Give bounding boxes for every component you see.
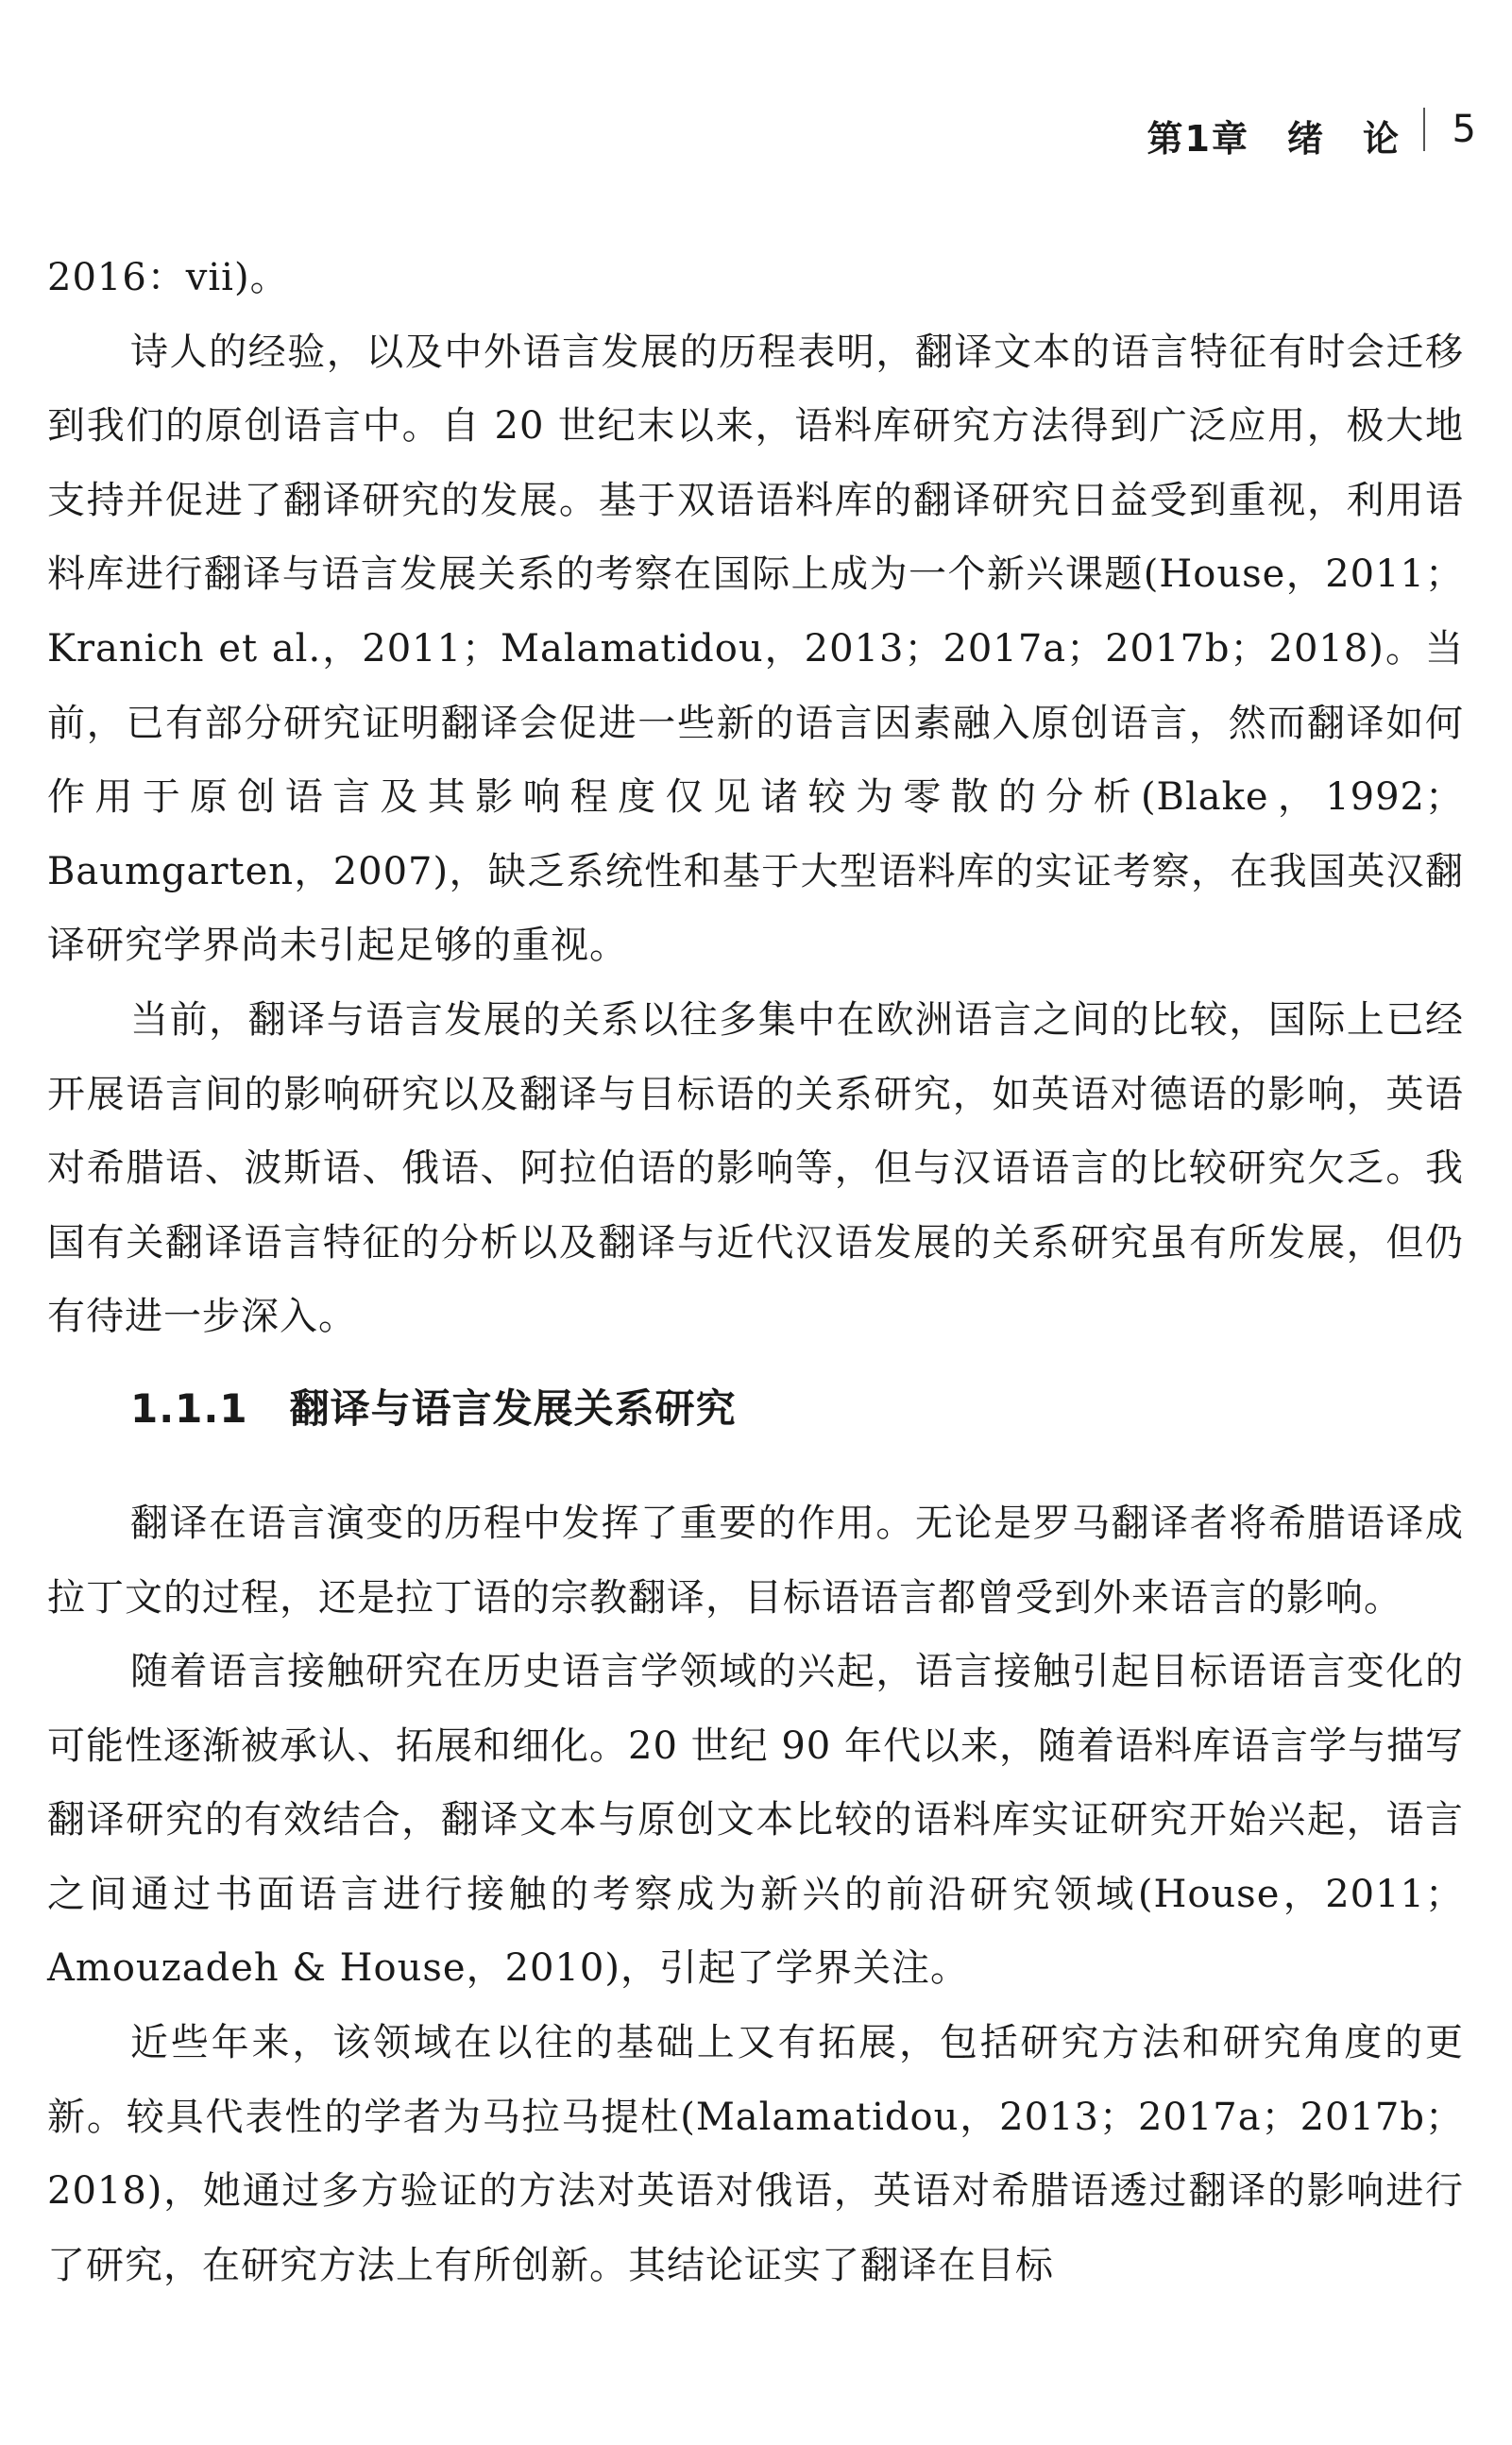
paragraph: 2016：vii)。: [47, 256, 289, 299]
paragraph: 近些年来，该领域在以往的基础上又有拓展，包括研究方法和研究角度的更新。较具代表性的学者为马拉马提杜(Malamatidou，2013；2017a；2017b；2018)，她通过多方验证的方法对英语对俄语，英语对希腊语透过翻译的影响进行了研究，在研究方法上有所创新。其结论证实了翻译在目标: [47, 2021, 1464, 2287]
chapter-title: 第1章 绪 论: [1147, 118, 1401, 160]
page-body: [47, 241, 1464, 2302]
header-divider: [1423, 108, 1425, 151]
section-title: 翻译与语言发展关系研究: [289, 1384, 737, 1432]
section-heading: [47, 1381, 1464, 1437]
paragraph: 当前，翻译与语言发展的关系以往多集中在欧洲语言之间的比较，国际上已经开展语言间的影响研究以及翻译与目标语的关系研究，如英语对德语的影响，英语对希腊语、波斯语、俄语、阿拉伯语的影响等，但与汉语语言的比较研究欠乏。我国有关翻译语言特征的分析以及翻译与近代汉语发展的关系研究虽有所发展，但仍有待进一步深入。: [47, 997, 1464, 1339]
page-number: 5: [1452, 108, 1476, 151]
paragraph: 随着语言接触研究在历史语言学领域的兴起，语言接触引起目标语语言变化的可能性逐渐被承认、拓展和细化。20 世纪 90 年代以来，随着语料库语言学与描写翻译研究的有效结合，翻译文本与原创文本比较的语料库实证研究开始兴起，语言之间通过书面语言进行接触的考察成为新兴的前沿研究领域(House，2011；Amouzadeh & House，2010)，引起了学界关注。: [47, 1650, 1464, 1991]
running-header: [0, 102, 1512, 159]
paragraph: 翻译在语言演变的历程中发挥了重要的作用。无论是罗马翻译者将希腊语译成拉丁文的过程，还是拉丁语的宗教翻译，目标语语言都曾受到外来语言的影响。: [47, 1501, 1464, 1620]
section-number: 1.1.1: [130, 1384, 248, 1432]
paragraph: 诗人的经验，以及中外语言发展的历程表明，翻译文本的语言特征有时会迁移到我们的原创语言中。自 20 世纪末以来，语料库研究方法得到广泛应用，极大地支持并促进了翻译研究的发展。基于双语语料库的翻译研究日益受到重视，利用语料库进行翻译与语言发展关系的考察在国际上成为一个新兴课题(House，2011；Kranich et al.，2011；Malamatidou，2013；2017a；2017b；2018)。当前，已有部分研究证明翻译会促进一些新的语言因素融入原创语言，然而翻译如何作用于原创语言及其影响程度仅见诸较为零散的分析(Blake，1992；Baumgarten，2007)，缺乏系统性和基于大型语料库的实证考察，在我国英汉翻译研究学界尚未引起足够的重视。: [47, 330, 1464, 968]
